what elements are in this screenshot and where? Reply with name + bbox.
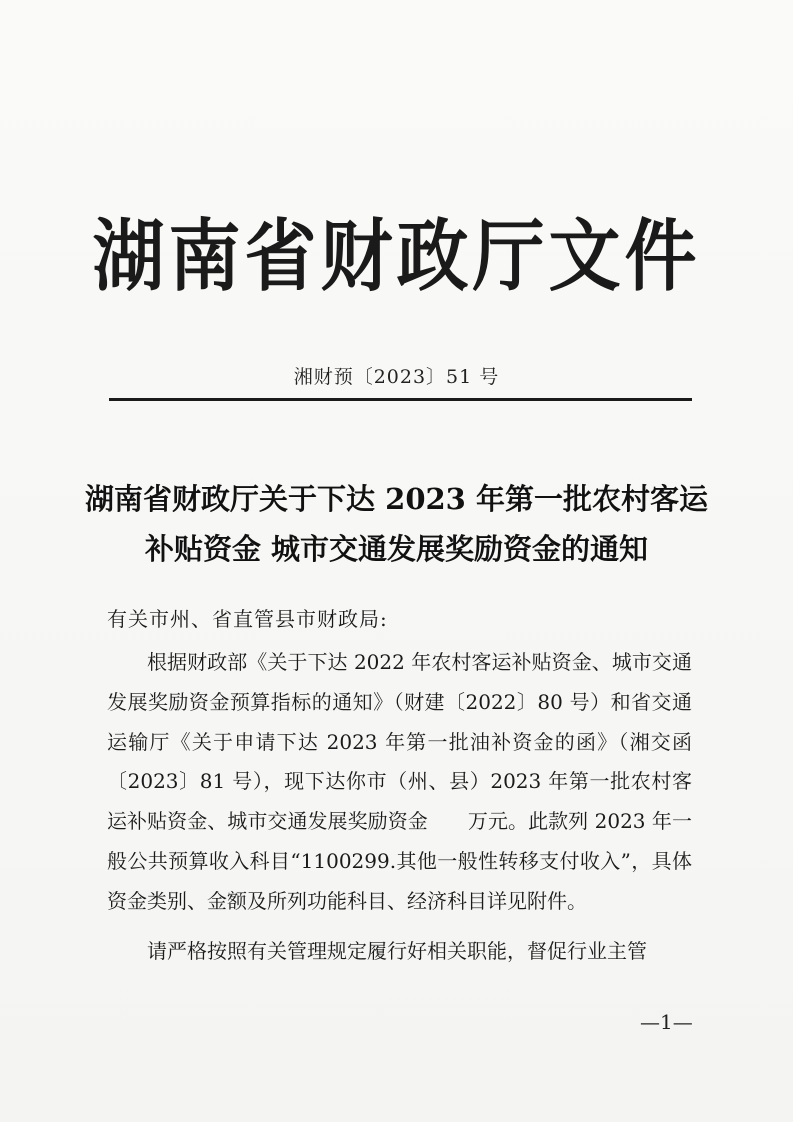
body-paragraph-1: 根据财政部《关于下达 2022 年农村客运补贴资金、城市交通发展奖励资金预算指标的通知》（财建〔2022〕80 号）和省交通运输厅《关于申请下达 2023 年第一批油补资金的函》（湘交函〔2023〕81 号），现下达你市（州、县）2023 年第一批农村客运补贴资金、城市交通发展奖励资金 万元。此款列 2023 年一般公共预算收入科目“1100299.其他一般性转移支付收入”，具体资金类别、金额及所列功能科目、经济科目详见附件。 <box>107 650 692 913</box>
recipient-line: 有关市州、省直管县市财政局: <box>107 607 388 631</box>
document-number: 湘财预〔2023〕51 号 <box>293 366 500 388</box>
page-number: —1— <box>640 1010 693 1034</box>
document-header-title: 湖南省财政厅文件 <box>92 210 701 302</box>
header-divider <box>109 398 692 401</box>
notice-title-line-1: 湖南省财政厅关于下达 2023 年第一批农村客运 <box>85 482 708 516</box>
document-body <box>107 643 692 971</box>
notice-title <box>80 474 713 574</box>
body-paragraph-2: 请严格按照有关管理规定履行好相关职能，督促行业主管 <box>147 938 647 963</box>
notice-title-line-2: 补贴资金 城市交通发展奖励资金的通知 <box>144 532 649 566</box>
